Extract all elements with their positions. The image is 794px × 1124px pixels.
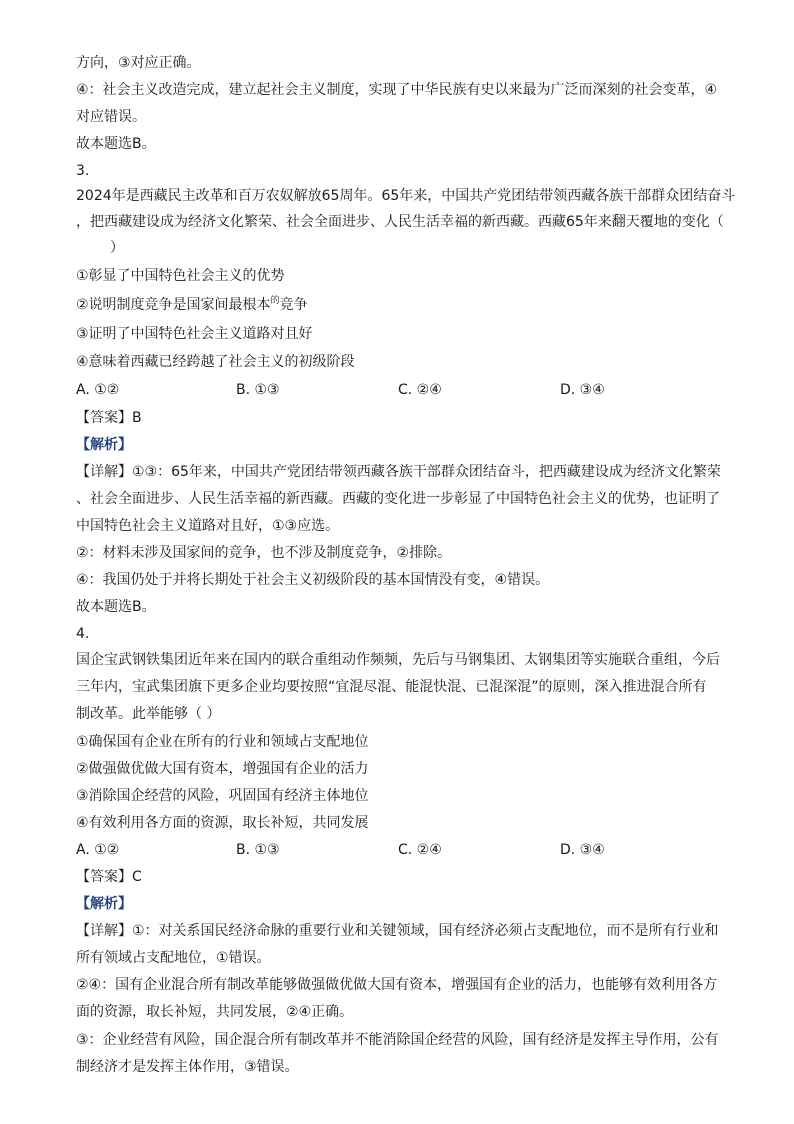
question-3-detail-line-5: ④：我国仍处于并将长期处于社会主义初级阶段的基本国情没有变，④错误。 <box>76 572 550 588</box>
question-4-detail-line-5: ③：企业经营有风险，国企混合所有制改革并不能消除国企经营的风险，国有经济是发挥主导作用，公有 <box>76 1032 719 1048</box>
question-3-stem-line-2: ，把西藏建设成为经济文化繁荣、社会全面进步、人民生活幸福的新西藏。西藏65年来翻天覆地的变化（ <box>76 214 724 230</box>
question-3-statement-3: ③证明了中国特色社会主义道路对且好 <box>76 326 313 342</box>
question-4-stem-line-1: 国企宝武钢铁集团近年来在国内的联合重组动作频频，先后与马钢集团、太钢集团等实施联合重组，今后 <box>76 652 720 668</box>
question-3-statement-1: ①彰显了中国特色社会主义的优势 <box>76 268 285 284</box>
question-3-option-d: D. ③④ <box>560 382 605 398</box>
question-4-statement-3: ③消除国企经营的风险，巩固国有经济主体地位 <box>76 788 369 804</box>
intro-line-2: ④：社会主义改造完成，建立起社会主义制度，实现了中华民族有史以来最为广泛而深刻的社会变革，④ <box>76 82 718 98</box>
question-4-stem-line-2: 三年内，宝武集团旗下更多企业均要按照“宜混尽混、能混快混、已混深混”的原则，深入推进混合所有 <box>76 679 707 695</box>
question-4-number: 4. <box>76 626 90 642</box>
intro-line-3: 对应错误。 <box>76 109 146 125</box>
question-4-detail-line-4: 面的资源，取长补短，共同发展，②④正确。 <box>76 1004 354 1020</box>
question-3-option-a: A. ①② <box>76 382 120 398</box>
question-4-option-d: D. ③④ <box>560 842 605 858</box>
question-4-option-c: C. ②④ <box>398 842 442 858</box>
question-4-stem-line-3: 制改革。此举能够（ ） <box>76 706 221 722</box>
question-4-detail-line-3: ②④：国有企业混合所有制改革能够做强做优做大国有资本，增强国有企业的活力，也能够有效利用各方 <box>76 977 718 993</box>
question-4-statement-2: ②做强做优做大国有资本，增强国有企业的活力 <box>76 761 369 777</box>
question-4-detail-line-1: 【详解】①：对关系国民经济命脉的重要行业和关键领域，国有经济必须占支配地位，而不是所有行业和 <box>76 923 719 939</box>
question-3-detail-line-4: ②：材料未涉及国家间的竞争，也不涉及制度竞争，②排除。 <box>76 545 452 561</box>
question-3-detail-line-6: 故本题选B。 <box>76 599 156 615</box>
question-3-option-c: C. ②④ <box>398 382 442 398</box>
question-4-option-a: A. ①② <box>76 842 120 858</box>
question-3-detail-line-2: 、社会全面进步、人民生活幸福的新西藏。西藏的变化进一步彰显了中国特色社会主义的优势，也证明了 <box>76 491 720 507</box>
question-4-statement-1: ①确保国有企业在所有的行业和领域占支配地位 <box>76 734 369 750</box>
question-4-analysis-label: 【解析】 <box>76 896 132 912</box>
question-3-detail-line-3: 中国特色社会主义道路对且好，①③应选。 <box>76 518 340 534</box>
question-4-answer: 【答案】C <box>76 869 142 885</box>
question-3-option-b: B. ①③ <box>236 382 280 398</box>
question-3-statement-2: ②说明制度竞争是国家间最根本$^的$竞争 <box>76 296 308 313</box>
intro-line-4: 故本题选B。 <box>76 136 156 152</box>
question-3-stem-line-1: 2024年是西藏民主改革和百万农奴解放65周年。65年来，中国共产党团结带领西藏各族干部群众团结奋斗 <box>76 188 736 204</box>
question-3-stem-line-3: ） <box>110 240 124 256</box>
question-4-option-b: B. ①③ <box>236 842 280 858</box>
question-3-number: 3. <box>76 163 90 179</box>
question-3-statement-4: ④意味着西藏已经跨越了社会主义的初级阶段 <box>76 354 355 370</box>
question-3-answer: 【答案】B <box>76 410 142 426</box>
intro-line-1: 方向，③对应正确。 <box>76 55 201 71</box>
question-4-statement-4: ④有效利用各方面的资源，取长补短，共同发展 <box>76 815 369 831</box>
question-4-detail-line-6: 制经济才是发挥主体作用，③错误。 <box>76 1059 299 1075</box>
question-4-detail-line-2: 所有领域占支配地位，①错误。 <box>76 950 271 966</box>
question-3-detail-line-1: 【详解】①③：65年来，中国共产党团结带领西藏各族干部群众团结奋斗，把西藏建设成为经济文化繁荣 <box>76 464 721 480</box>
question-3-analysis-label: 【解析】 <box>76 437 132 453</box>
